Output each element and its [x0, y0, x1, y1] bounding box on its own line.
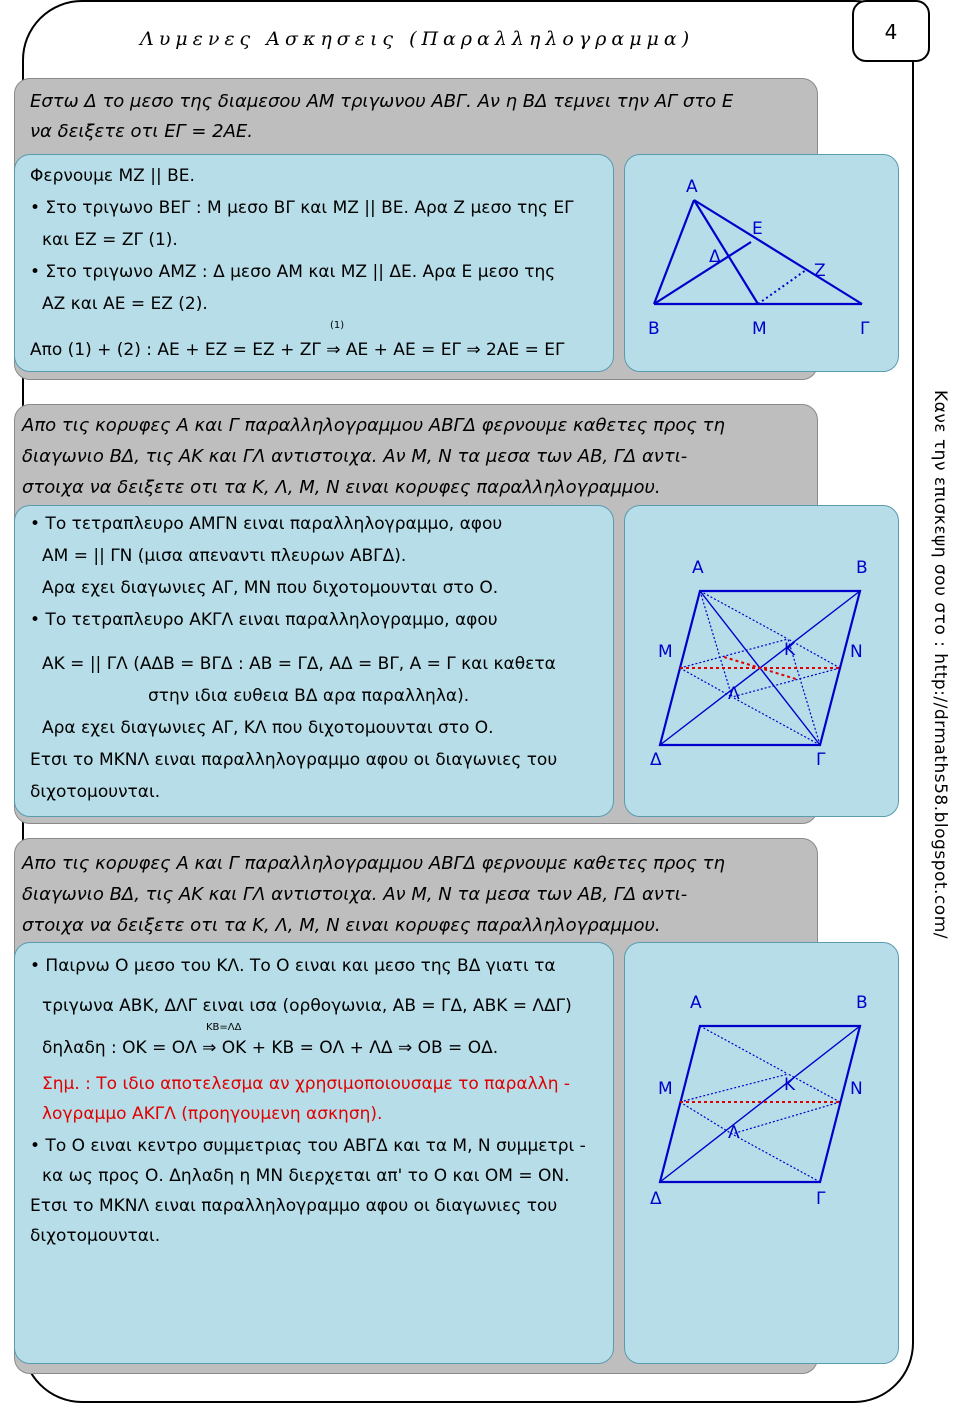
ex3-problem-line: Απο τις κορυφες Α και Γ παραλληλογραμμου ΑΒΓΔ φερνουμε καθετες προς τη	[22, 853, 725, 874]
ex3-label-b: Β	[856, 993, 868, 1013]
ex2-perp-ak	[700, 591, 788, 639]
ex1-problem-line: να δειξετε οτι ΕΓ = 2ΑΕ.	[30, 121, 253, 142]
ex3-perp-gl	[732, 1134, 820, 1182]
ex2-perp-gl	[732, 697, 820, 745]
ex3-figure	[624, 942, 899, 1364]
ex3-label-k: Κ	[784, 1075, 796, 1095]
ex2-solution-line: στην ιδια ευθεια ΒΔ αρα παραλληλα).	[148, 686, 470, 706]
ex3-problem-line: στοιχα να δειξετε οτι τα Κ, Λ, Μ, Ν ειναι κορυφες παραλληλογραμμου.	[22, 915, 661, 936]
ex2-label-a: Α	[692, 558, 704, 578]
ex3-solution-line: • Το Ο ειναι κεντρο συμμετριας του ΑΒΓΔ και τα Μ, Ν συμμετρι -	[30, 1136, 586, 1156]
ex2-solution-line: ΑΚ = || ΓΛ (ΑΔΒ = ΒΓΔ : ΑΒ = ΓΔ, ΑΔ = ΒΓ, Α = Γ και καθετα	[42, 654, 556, 674]
ex1-line-be	[654, 242, 751, 304]
ex3-label-n: Ν	[850, 1079, 863, 1099]
ex1-label-a: Α	[686, 177, 698, 197]
ex1-note-1: (1)	[330, 320, 345, 331]
ex1-label-d: Δ	[709, 247, 721, 267]
ex3-note-kb: ΚΒ=ΛΔ	[206, 1022, 242, 1033]
ex1-figure	[624, 154, 899, 372]
ex2-label-b: Β	[856, 558, 868, 578]
ex3-solution-line: • Παιρνω Ο μεσο του ΚΛ. Το Ο ειναι και μεσο της ΒΔ γιατι τα	[30, 956, 556, 976]
ex3-solution-line: Ετσι το ΜΚΝΛ ειναι παραλληλογραμμο αφου οι διαγωνιες του	[30, 1196, 558, 1216]
ex2-label-m: Μ	[658, 642, 673, 662]
ex1-solution-line: Απο (1) + (2) : ΑΕ + ΕΖ = ΕΖ + ΖΓ ⇒ ΑΕ + ΑΕ = ΕΓ ⇒ 2ΑΕ = ΕΓ	[30, 340, 565, 360]
ex3-solution-line: κα ως προς Ο. Δηλαδη η ΜΝ διερχεται απ' το Ο και ΟΜ = ΟΝ.	[42, 1166, 570, 1186]
ex3-label-d: Δ	[650, 1189, 662, 1209]
ex2-solution-line: • Το τετραπλευρο ΑΚΓΛ ειναι παραλληλογραμμο, αφου	[30, 610, 498, 630]
ex2-solution-line: διχοτομουνται.	[30, 782, 161, 802]
ex3-solution-line: δηλαδη : ΟΚ = ΟΛ ⇒ ΟΚ + ΚΒ = ΟΛ + ΛΔ ⇒ ΟΒ = ΟΔ.	[42, 1038, 499, 1058]
ex3-solution-line: λογραμμο ΑΚΓΛ (προηγουμενη ασκηση).	[42, 1104, 383, 1124]
ex2-label-l: Λ	[728, 684, 740, 704]
ex2-solution-line: Ετσι το ΜΚΝΛ ειναι παραλληλογραμμο αφου οι διαγωνιες του	[30, 750, 558, 770]
ex1-solution-line: ΑΖ και ΑΕ = ΕΖ (2).	[42, 294, 208, 314]
ex2-label-g: Γ	[816, 750, 826, 770]
ex1-line-mz	[758, 270, 806, 304]
ex2-figure	[624, 505, 899, 817]
ex2-label-d: Δ	[650, 750, 662, 770]
ex3-label-g: Γ	[816, 1189, 826, 1209]
ex1-label-z: Ζ	[814, 261, 826, 281]
ex1-label-m: Μ	[752, 319, 767, 339]
ex3-label-l: Λ	[728, 1123, 740, 1143]
page-number: 4	[852, 0, 930, 62]
ex2-label-k: Κ	[784, 640, 796, 660]
ex2-problem-line: Απο τις κορυφες Α και Γ παραλληλογραμμου ΑΒΓΔ φερνουμε καθετες προς τη	[22, 415, 725, 436]
ex3-solution-line: τριγωνα ΑΒΚ, ΔΛΓ ειναι ισα (ορθογωνια, ΑΒ = ΓΔ, ΑΒΚ = ΛΔΓ)	[42, 996, 572, 1016]
ex2-solution-line: ΑΜ = || ΓΝ (μισα απεναντι πλευρων ΑΒΓΔ).	[42, 546, 407, 566]
ex2-problem-line: διαγωνιο ΒΔ, τις ΑΚ και ΓΛ αντιστοιχα. Αν Μ, Ν τα μεσα των ΑΒ, ΓΔ αντι-	[22, 446, 688, 467]
ex2-solution-line: • Το τετραπλευρο ΑΜΓΝ ειναι παραλληλογραμμο, αφου	[30, 514, 503, 534]
ex1-solution-line: και ΕΖ = ΖΓ (1).	[42, 230, 178, 250]
ex1-side-ab	[654, 200, 694, 304]
ex3-solution-line: Σημ. : Το ιδιο αποτελεσμα αν χρησιμοποιουσαμε το παραλλη -	[42, 1074, 571, 1094]
ex1-solution-line: • Στο τριγωνο ΒΕΓ : Μ μεσο ΒΓ και ΜΖ || ΒΕ. Αρα Ζ μεσο της ΕΓ	[30, 198, 574, 218]
ex3-solution-line: διχοτομουνται.	[30, 1226, 161, 1246]
ex3-label-m: Μ	[658, 1079, 673, 1099]
ex1-label-e: Ε	[752, 219, 763, 239]
ex1-median-am	[694, 200, 758, 304]
ex3-label-a: Α	[690, 993, 702, 1013]
page-title: Λυμενες Ασκησεις (Παραλληλογραμμα)	[140, 28, 695, 50]
ex2-problem-line: στοιχα να δειξετε οτι τα Κ, Λ, Μ, Ν ειναι κορυφες παραλληλογραμμου.	[22, 477, 661, 498]
ex1-solution-line: • Στο τριγωνο ΑΜΖ : Δ μεσο ΑΜ και ΜΖ || ΔΕ. Αρα Ε μεσο της	[30, 262, 556, 282]
ex1-solution-line: Φερνουμε ΜΖ || ΒΕ.	[30, 166, 195, 186]
ex2-solution-line: Αρα εχει διαγωνιες ΑΓ, ΚΛ που διχοτομουνται στο Ο.	[42, 718, 494, 738]
ex1-problem-line: Εστω Δ το μεσο της διαμεσου ΑΜ τριγωνου ΑΒΓ. Αν η ΒΔ τεμνει την ΑΓ στο Ε	[30, 91, 734, 112]
ex1-label-b: Β	[648, 319, 660, 339]
ex2-label-n: Ν	[850, 642, 863, 662]
ex3-diagonal-bd	[660, 1026, 860, 1182]
side-link-text[interactable]: Κανε την επισκεψη σου στο : http://drmaths58.blogspot.com/	[930, 390, 950, 939]
ex2-solution-line: Αρα εχει διαγωνιες ΑΓ, ΜΝ που διχοτομουνται στο Ο.	[42, 578, 499, 598]
ex3-perp-ak	[700, 1026, 788, 1074]
ex1-label-g: Γ	[860, 319, 870, 339]
ex3-problem-line: διαγωνιο ΒΔ, τις ΑΚ και ΓΛ αντιστοιχα. Αν Μ, Ν τα μεσα των ΑΒ, ΓΔ αντι-	[22, 884, 688, 905]
